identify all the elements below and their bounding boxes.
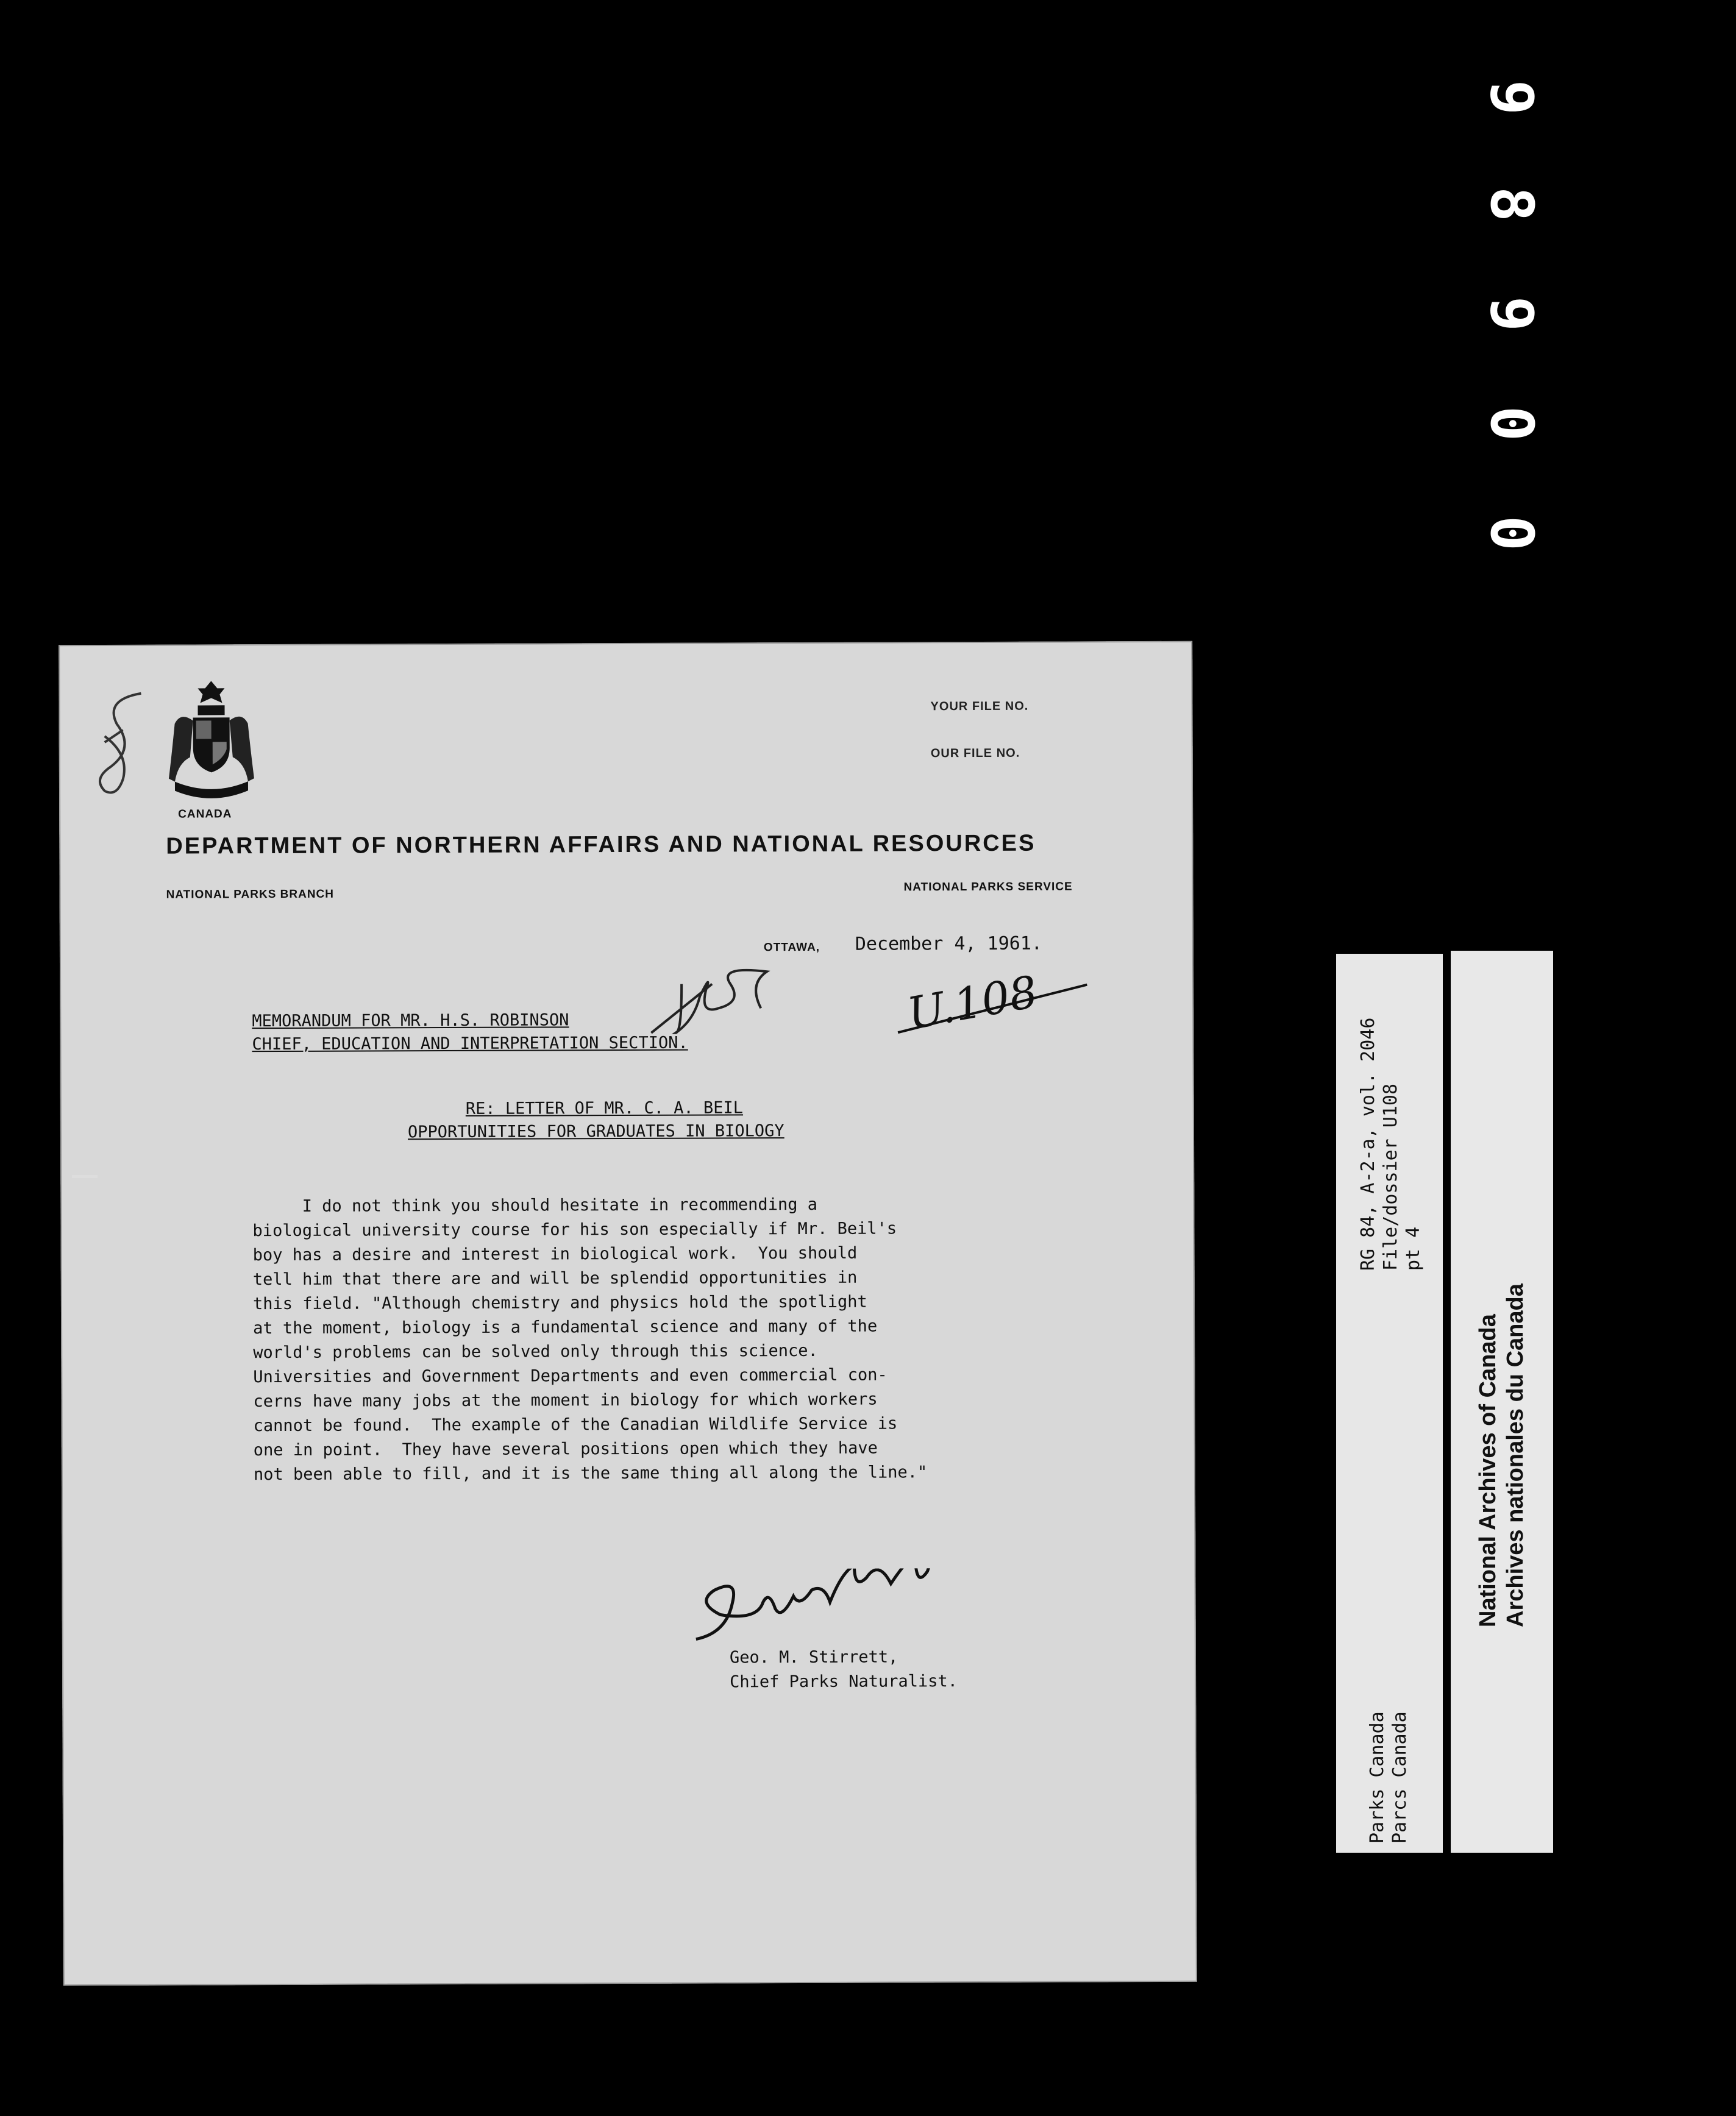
handwritten-page-number <box>92 687 160 797</box>
film-mark <box>72 1175 98 1178</box>
body-line: cerns have many jobs at the moment in biology for which workers <box>253 1390 878 1411</box>
body-line: biological university course for his son especially if Mr. Beil's <box>252 1219 897 1241</box>
counter-digit: 8 <box>1478 186 1546 222</box>
body-line: not been able to fill, and it is the same thing all along the line." <box>253 1463 928 1485</box>
memo-date: December 4, 1961. <box>855 932 1042 955</box>
department-heading: DEPARTMENT OF NORTHERN AFFAIRS AND NATIONAL RESOURCES <box>166 830 1036 859</box>
archive-creator-line: Parks Canada <box>1367 1711 1388 1844</box>
memo-addressee: MEMORANDUM FOR MR. H.S. ROBINSON <box>252 1010 569 1031</box>
frame-counter <box>1475 61 1548 549</box>
archive-reference-line: pt 4 <box>1403 1226 1424 1271</box>
our-file-label: OUR FILE NO. <box>930 746 1020 761</box>
signature <box>683 1568 1025 1655</box>
body-line: boy has a desire and interest in biological work. You should <box>252 1243 858 1265</box>
coat-of-arms-icon <box>162 675 260 809</box>
body-line: I do not think you should hesitate in recommending a <box>252 1195 817 1216</box>
handwritten-file-number: U.108 <box>903 965 1042 1040</box>
canada-wordmark: CANADA <box>178 808 232 821</box>
body-line: at the moment, biology is a fundamental science and many of the <box>253 1316 878 1338</box>
subject-line: OPPORTUNITIES FOR GRADUATES IN BIOLOGY <box>407 1121 784 1142</box>
body-line: cannot be found. The example of the Canadian Wildlife Service is <box>253 1414 898 1436</box>
counter-digit: 0 <box>1478 516 1546 551</box>
memo-addressee-title: CHIEF, EDUCATION AND INTERPRETATION SECTION. <box>252 1033 688 1054</box>
counter-digit: 9 <box>1478 80 1546 115</box>
archive-institution-line: National Archives of Canada <box>1475 1314 1501 1627</box>
archive-reference-label <box>1336 954 1443 1853</box>
your-file-label: YOUR FILE NO. <box>930 699 1029 714</box>
archive-institution-line: Archives nationales du Canada <box>1503 1283 1528 1627</box>
body-line: tell him that there are and will be splendid opportunities in <box>252 1268 858 1290</box>
re-line: RE: LETTER OF MR. C. A. BEIL <box>465 1098 744 1118</box>
handwritten-initials <box>645 959 804 1051</box>
archive-reference-line: File/dossier U108 <box>1380 1083 1401 1271</box>
counter-digit: 9 <box>1478 296 1546 332</box>
memo-document <box>59 641 1197 1986</box>
archive-reference-line: RG 84, A-2-a, vol. 2046 <box>1357 1017 1379 1271</box>
body-line: one in point. They have several positions open which they have <box>253 1438 878 1460</box>
archive-creator-line: Parcs Canada <box>1389 1711 1410 1844</box>
body-line: Universities and Government Departments and even commercial con- <box>253 1365 888 1387</box>
body-line: world's problems can be solved only through this science. <box>253 1341 818 1363</box>
signer-name: Geo. M. Stirrett, <box>729 1647 898 1667</box>
archive-institution-label <box>1451 951 1553 1853</box>
signer-title: Chief Parks Naturalist. <box>730 1672 958 1692</box>
branch-label: NATIONAL PARKS BRANCH <box>166 887 335 901</box>
body-line: this field. "Although chemistry and physics hold the spotlight <box>252 1292 867 1314</box>
memo-body <box>252 1191 1095 1487</box>
counter-digit: 0 <box>1478 406 1546 441</box>
service-label: NATIONAL PARKS SERVICE <box>903 880 1073 894</box>
ottawa-label: OTTAWA, <box>763 940 820 954</box>
